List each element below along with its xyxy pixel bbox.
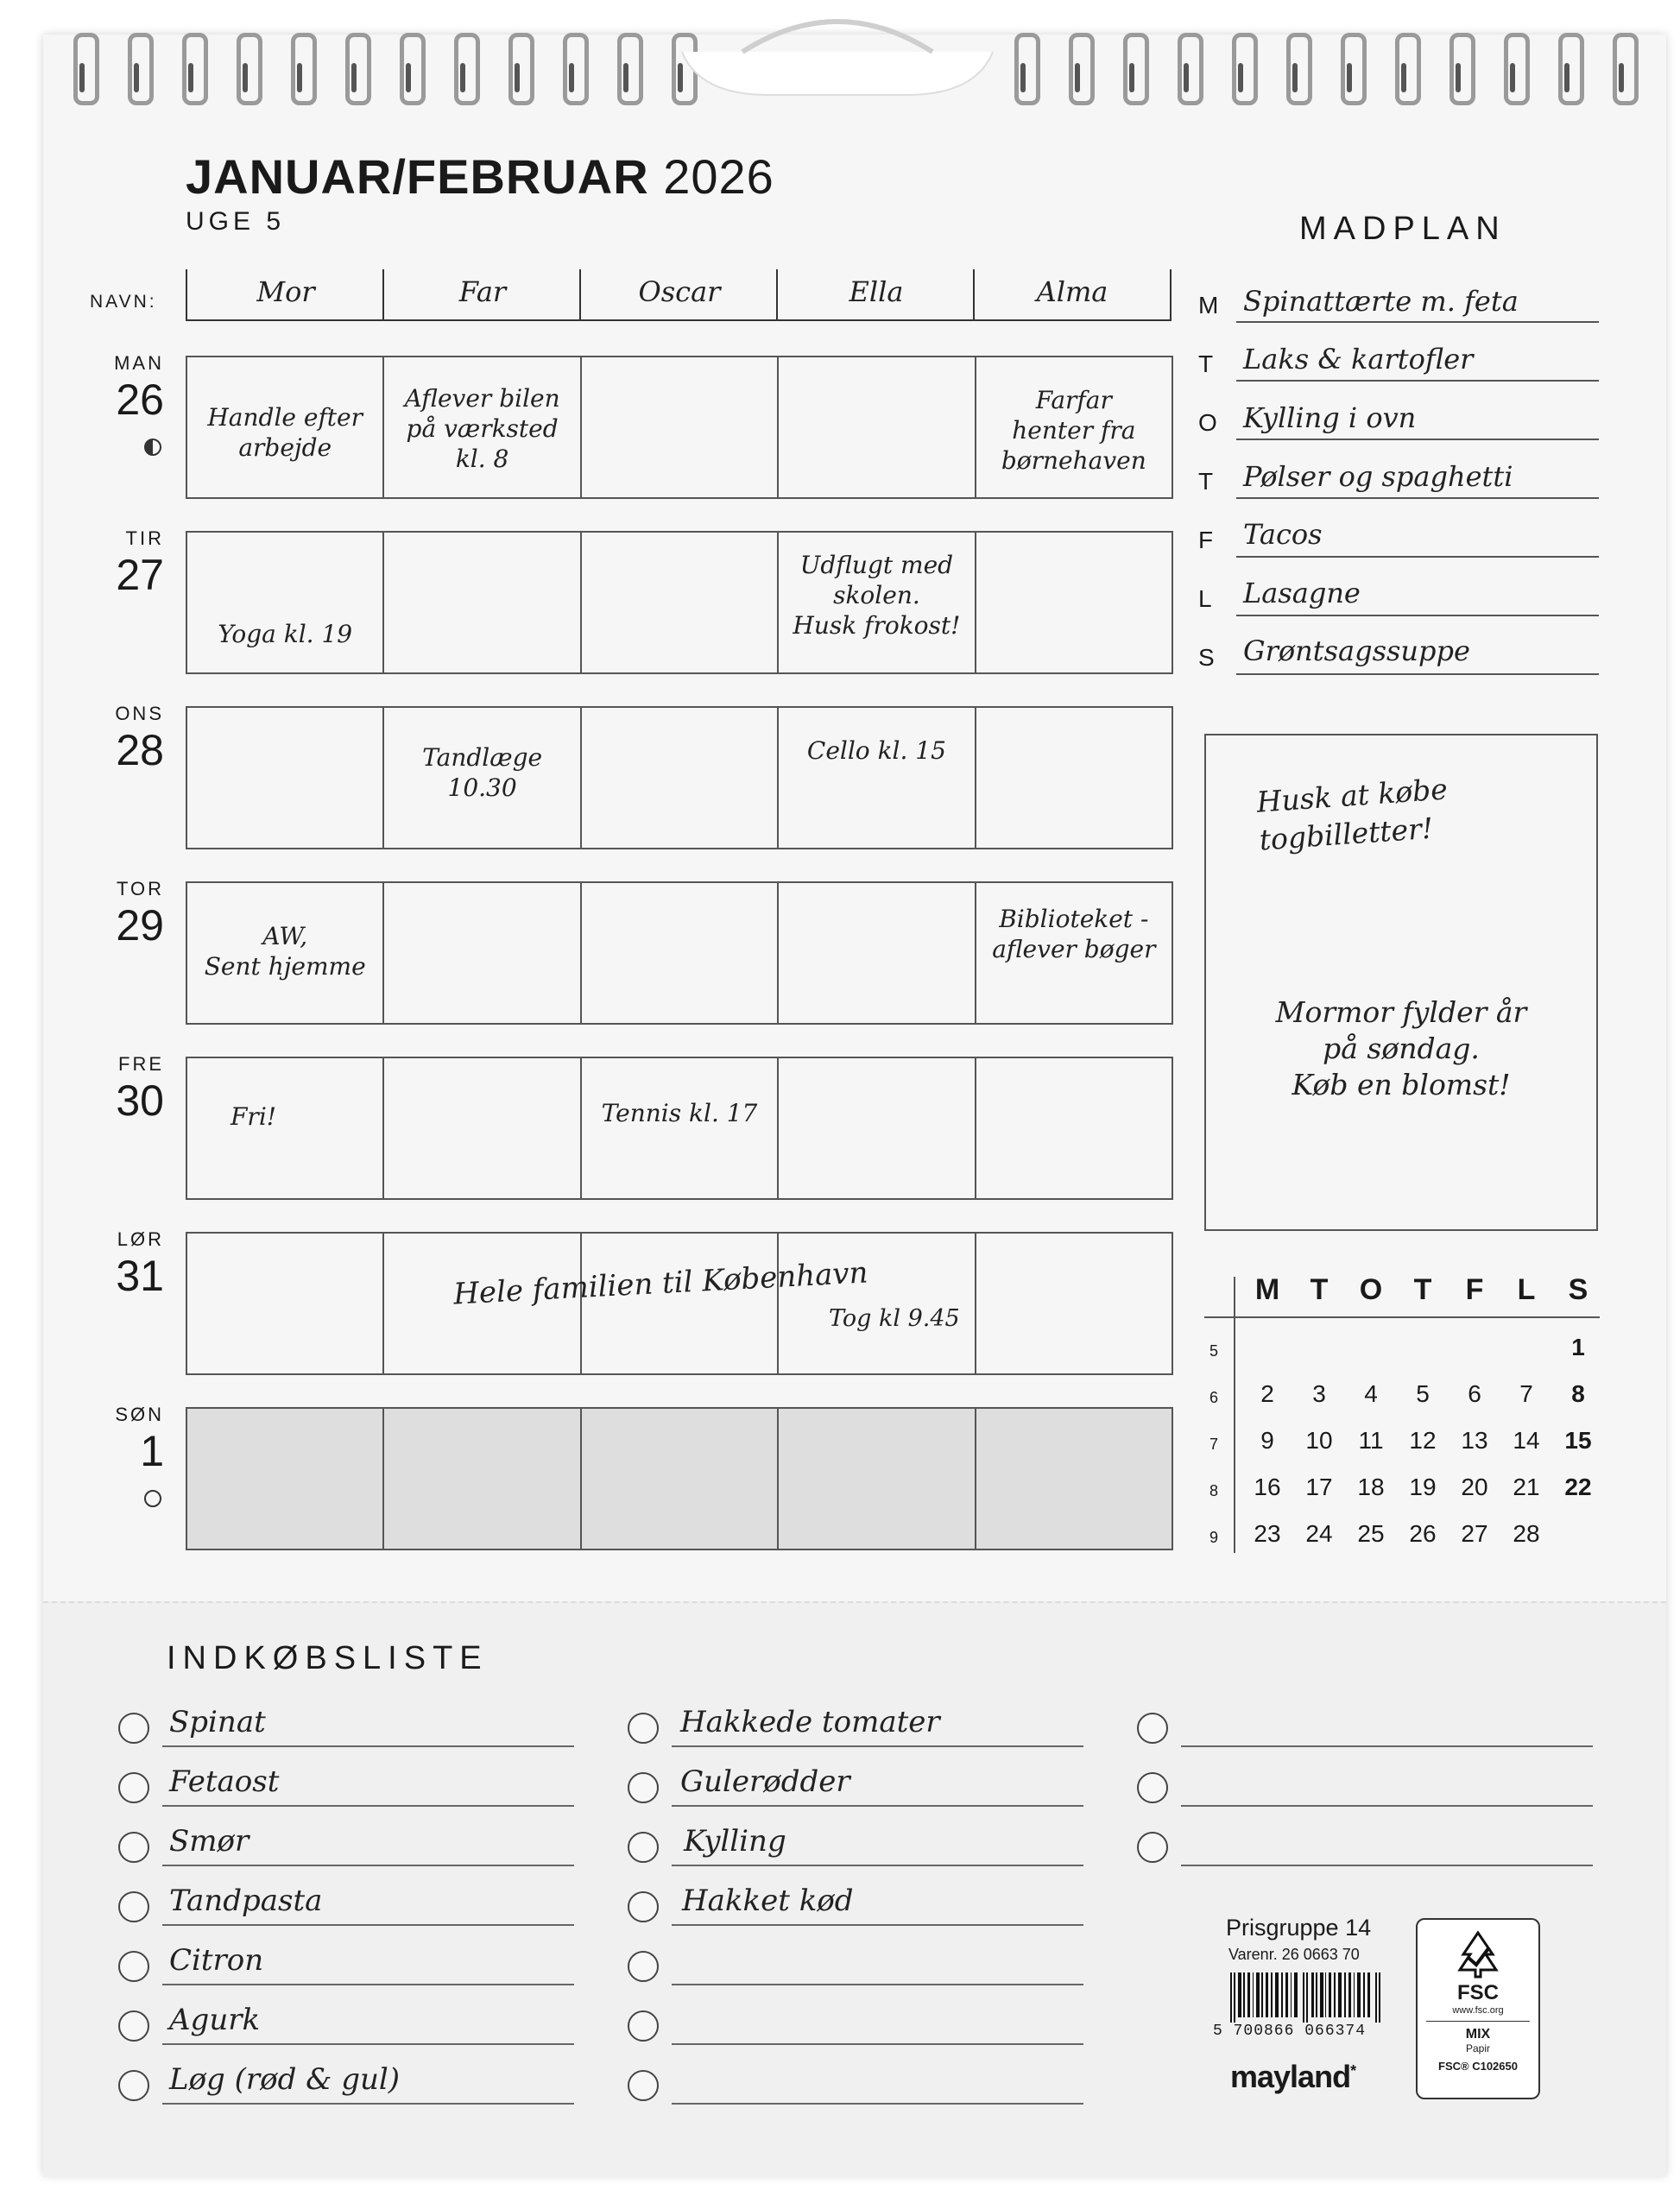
- week-number: 7: [1209, 1436, 1218, 1453]
- cell[interactable]: [187, 1234, 384, 1373]
- shop-item: Spinat: [169, 1705, 266, 1739]
- note: Udflugt med skolen. Husk frokost!: [793, 551, 961, 640]
- day-label: TIR 27: [116, 527, 164, 599]
- shop-item: Løg (rød & gul): [169, 2062, 401, 2097]
- cell[interactable]: [582, 533, 779, 672]
- day-row-sat: [186, 1232, 1173, 1375]
- day-row-fri: [186, 1057, 1173, 1200]
- day-label: ONS 28: [115, 703, 164, 774]
- checkbox[interactable]: [118, 2070, 149, 2101]
- weekday-header: L: [1517, 1273, 1536, 1306]
- barcode-icon: [1230, 1972, 1381, 2023]
- checkbox[interactable]: [628, 1891, 659, 1922]
- meal-dish: Kylling i ovn: [1243, 401, 1417, 434]
- week-number: 5: [1209, 1342, 1218, 1360]
- shop-item: Kylling: [684, 1824, 786, 1859]
- day-row-sun: [186, 1407, 1173, 1550]
- checkbox[interactable]: [118, 2010, 149, 2042]
- cell[interactable]: [384, 883, 581, 1023]
- cell[interactable]: [976, 1058, 1172, 1198]
- cell[interactable]: [384, 1409, 581, 1549]
- cell[interactable]: [976, 708, 1172, 848]
- mini-day: 23: [1254, 1520, 1281, 1547]
- shop-line[interactable]: [1181, 1767, 1593, 1807]
- cell[interactable]: [582, 883, 779, 1023]
- cell[interactable]: [384, 708, 581, 848]
- checkbox[interactable]: [118, 1891, 149, 1922]
- mini-day: 27: [1461, 1520, 1488, 1547]
- name-header: Far: [382, 269, 581, 321]
- note: Cello kl. 15: [806, 736, 946, 765]
- note: Mormor fylder år på søndag. Køb en blomst!: [1275, 995, 1527, 1101]
- name-header: Alma: [973, 269, 1172, 321]
- mini-day: 6: [1468, 1380, 1481, 1407]
- cell[interactable]: [582, 357, 779, 497]
- mini-day: 19: [1409, 1474, 1437, 1500]
- meal-dish: Pølser og spaghetti: [1243, 460, 1513, 493]
- meal-dish: Laks & kartofler: [1243, 343, 1474, 376]
- meal-day: M: [1198, 292, 1219, 319]
- mini-day: 5: [1416, 1380, 1430, 1407]
- cell[interactable]: [779, 708, 976, 848]
- day-label: MAN 26: [114, 352, 164, 424]
- mini-day: 3: [1312, 1380, 1326, 1407]
- shopping-title: INDKØBSLISTE: [167, 1640, 489, 1676]
- names-label: NAVN:: [90, 292, 157, 312]
- cell[interactable]: [779, 533, 976, 672]
- shop-item: Citron: [169, 1943, 264, 1978]
- meal-day: T: [1198, 350, 1214, 377]
- meal-dish: Spinattærte m. feta: [1243, 285, 1519, 318]
- checkbox[interactable]: [628, 2010, 659, 2042]
- name-header: Ella: [776, 269, 975, 321]
- page-title: JANUAR/FEBRUAR 2026: [186, 149, 774, 204]
- cell[interactable]: [187, 708, 384, 848]
- cell[interactable]: [779, 1058, 976, 1198]
- mini-day: 14: [1513, 1427, 1540, 1454]
- item-number: Varenr. 26 0663 70: [1228, 1946, 1360, 1963]
- mini-day: 13: [1461, 1427, 1488, 1454]
- checkbox[interactable]: [628, 1832, 659, 1863]
- price-group: Prisgruppe 14: [1226, 1915, 1372, 1941]
- cell[interactable]: [976, 357, 1172, 497]
- day-label: LØR 31: [116, 1228, 164, 1300]
- note: Farfar henter fra børnehaven: [1001, 386, 1146, 475]
- week-label: UGE 5: [186, 207, 286, 236]
- day-row-wed: [186, 706, 1173, 849]
- mini-day: 8: [1571, 1380, 1585, 1407]
- name-header: Oscar: [579, 269, 778, 321]
- note: Handle efter arbejde: [207, 403, 363, 462]
- meal-dish: Lasagne: [1243, 577, 1361, 609]
- cell[interactable]: [187, 1058, 384, 1198]
- shop-item: Hakkede tomater: [680, 1705, 940, 1739]
- mini-day: 7: [1519, 1380, 1533, 1407]
- mini-day: 26: [1409, 1520, 1437, 1547]
- cell[interactable]: [384, 357, 581, 497]
- cell[interactable]: [976, 1234, 1172, 1373]
- note: Aflever bilen på værksted kl. 8: [404, 384, 560, 473]
- name-header: Mor: [186, 269, 384, 321]
- shop-item: Fetaost: [169, 1764, 280, 1799]
- cell[interactable]: [779, 1409, 976, 1549]
- checkbox[interactable]: [628, 1713, 659, 1744]
- note: AW, Sent hjemme: [204, 922, 366, 981]
- tree-check-icon: [1448, 1928, 1508, 1980]
- meal-dish: Grøntsagssuppe: [1243, 634, 1470, 667]
- mini-day: 9: [1260, 1427, 1274, 1454]
- mini-day: 15: [1564, 1427, 1592, 1454]
- mini-day: 20: [1461, 1474, 1488, 1500]
- note: Tennis kl. 17: [601, 1099, 758, 1127]
- checkbox[interactable]: [118, 1832, 149, 1863]
- checkbox[interactable]: [118, 1713, 149, 1744]
- shop-item: Gulerødder: [680, 1764, 850, 1799]
- day-row-thu: [186, 881, 1173, 1025]
- train-note: Tog kl 9.45: [829, 1305, 960, 1332]
- weekday-header: T: [1413, 1273, 1432, 1306]
- mini-day: 18: [1357, 1474, 1385, 1500]
- cell[interactable]: [976, 1409, 1172, 1549]
- week-number: 6: [1209, 1389, 1218, 1406]
- shop-line[interactable]: [672, 2005, 1083, 2045]
- mini-day: 22: [1564, 1474, 1592, 1500]
- day-label: FRE 30: [116, 1053, 164, 1125]
- checkbox[interactable]: [1137, 1772, 1168, 1803]
- note: Yoga kl. 19: [218, 620, 353, 648]
- meal-day: F: [1198, 527, 1214, 553]
- mini-day: 10: [1305, 1427, 1333, 1454]
- notes-box[interactable]: [1204, 734, 1598, 1231]
- note: Biblioteket - aflever bøger: [992, 905, 1156, 963]
- meal-day: S: [1198, 644, 1215, 671]
- checkbox[interactable]: [628, 1951, 659, 1982]
- checkbox[interactable]: [628, 1772, 659, 1803]
- cell[interactable]: [582, 708, 779, 848]
- day-label: TOR 29: [116, 878, 164, 950]
- cell[interactable]: [779, 883, 976, 1023]
- checkbox[interactable]: [1137, 1832, 1168, 1863]
- shop-line[interactable]: [1181, 1707, 1593, 1747]
- shop-item: Hakket kød: [682, 1884, 854, 1918]
- shop-line[interactable]: [1181, 1827, 1593, 1866]
- week-number: 9: [1209, 1529, 1218, 1546]
- shop-line[interactable]: [672, 1946, 1083, 1985]
- mini-day: 1: [1571, 1334, 1585, 1360]
- cell[interactable]: [187, 533, 384, 672]
- family-trip-note: Hele familien til København: [452, 1255, 869, 1312]
- barcode-number: 5 700866 066374: [1213, 2023, 1367, 2040]
- checkbox[interactable]: [1137, 1713, 1168, 1744]
- meal-day: T: [1198, 468, 1214, 495]
- note: Fri!: [231, 1102, 277, 1131]
- mini-day: 16: [1254, 1474, 1281, 1500]
- checkbox[interactable]: [628, 2070, 659, 2101]
- weekday-header: M: [1254, 1273, 1280, 1306]
- madplan-title: MADPLAN: [1299, 211, 1506, 247]
- meal-day: O: [1198, 409, 1217, 436]
- mini-day: 21: [1513, 1474, 1540, 1500]
- shop-line[interactable]: [672, 2065, 1083, 2105]
- note: Husk at købe togbilletter!: [1255, 772, 1449, 857]
- day-row-tue: [186, 531, 1173, 674]
- fsc-badge: [1416, 1918, 1540, 2099]
- cell[interactable]: [187, 357, 384, 497]
- checkbox[interactable]: [118, 1772, 149, 1803]
- cell[interactable]: [582, 1409, 779, 1549]
- fsc-url: www.fsc.org: [1452, 2005, 1504, 2016]
- fsc-mix: MIX: [1465, 2027, 1491, 2042]
- mini-day: 4: [1364, 1380, 1378, 1407]
- mini-day: 12: [1409, 1427, 1437, 1454]
- weekday-header: O: [1359, 1273, 1383, 1306]
- mini-day: 24: [1305, 1520, 1333, 1547]
- fsc-papir: Papir: [1465, 2042, 1490, 2054]
- cell[interactable]: [384, 533, 581, 672]
- shop-item: Agurk: [169, 2003, 261, 2037]
- note: Tandlæge 10.30: [422, 743, 543, 802]
- mini-day: 25: [1357, 1520, 1385, 1547]
- weekday-header: S: [1568, 1273, 1588, 1306]
- weekday-header: F: [1465, 1273, 1484, 1306]
- mini-day: 2: [1260, 1380, 1274, 1407]
- mini-day: 11: [1358, 1427, 1384, 1454]
- cell[interactable]: [187, 1409, 384, 1549]
- shop-item: Tandpasta: [169, 1884, 323, 1918]
- day-row-mon: [186, 356, 1173, 499]
- weekday-header: T: [1310, 1273, 1329, 1306]
- fsc-code: FSC® C102650: [1438, 2060, 1518, 2073]
- meal-day: L: [1198, 585, 1212, 612]
- hanger-notch: [665, 0, 1010, 112]
- first-quarter-moon-icon: [144, 439, 161, 456]
- meal-dish: Tacos: [1243, 518, 1323, 551]
- mini-day: 28: [1513, 1520, 1540, 1547]
- cell[interactable]: [384, 1058, 581, 1198]
- cell[interactable]: [582, 1058, 779, 1198]
- fsc-label: FSC: [1457, 1981, 1499, 2004]
- new-moon-icon: [144, 1490, 161, 1507]
- cell[interactable]: [187, 883, 384, 1023]
- brand-logo: mayland*: [1230, 2059, 1356, 2094]
- shop-item: Smør: [169, 1824, 249, 1859]
- mini-day: 17: [1305, 1474, 1333, 1500]
- day-label: SØN 1: [115, 1404, 164, 1475]
- checkbox[interactable]: [118, 1951, 149, 1982]
- cell[interactable]: [976, 533, 1172, 672]
- cell[interactable]: [976, 883, 1172, 1023]
- cell[interactable]: [779, 357, 976, 497]
- week-number: 8: [1209, 1482, 1218, 1499]
